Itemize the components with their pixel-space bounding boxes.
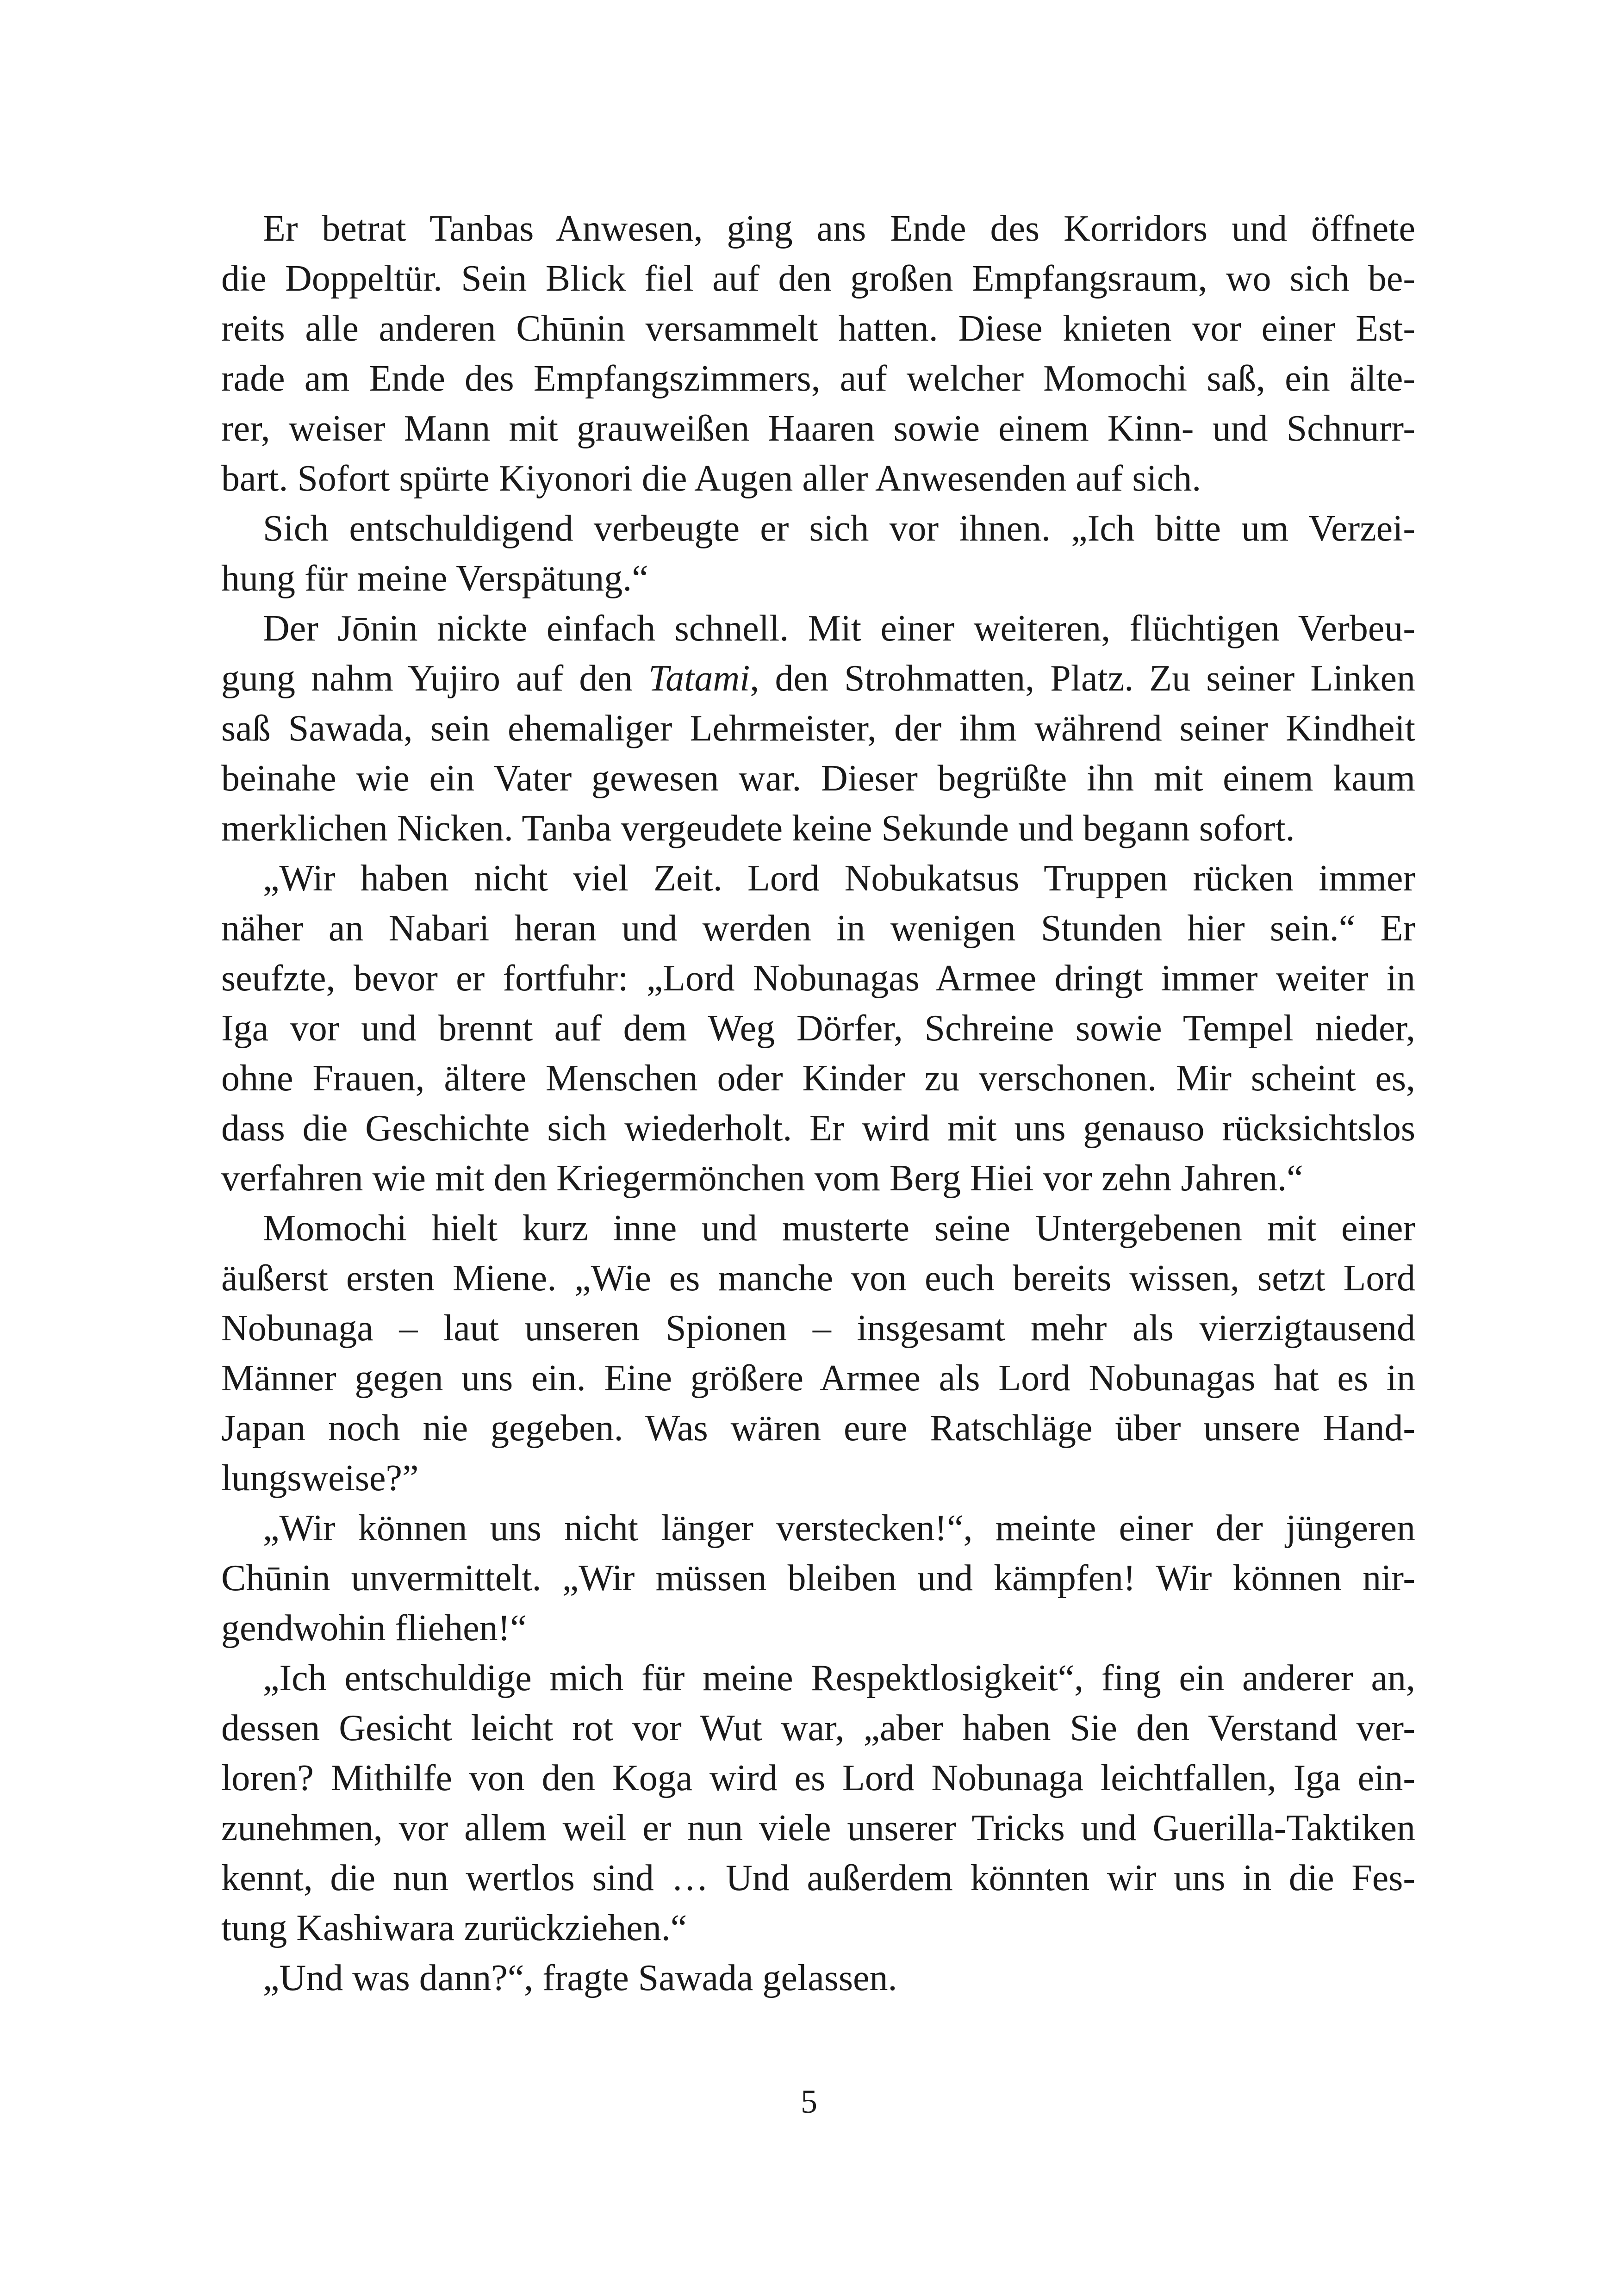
text-line: hung für meine Verspätung.“ [221, 558, 648, 599]
text-line: dessen Gesicht leicht rot vor Wut war, „aber haben Sie den Verstand ver- [221, 1708, 1415, 1748]
text-line: rer, weiser Mann mit grauweißen Haaren sowie einem Kinn- und Schnurr- [221, 408, 1415, 449]
text-line: gendwohin fliehen!“ [221, 1608, 527, 1649]
text-line: Chūnin unvermittelt. „Wir müssen bleiben und kämpfen! Wir können nir- [221, 1558, 1415, 1599]
text-line: zunehmen, vor allem weil er nun viele unserer Tricks und Guerilla-Taktiken [221, 1808, 1415, 1848]
text-line: äußerst ersten Miene. „Wie es manche von euch bereits wissen, setzt Lord [221, 1258, 1415, 1299]
page-number: 5 [801, 2083, 817, 2120]
text-line: tung Kashiwara zurückziehen.“ [221, 1908, 687, 1948]
text-line: „Ich entschuldige mich für meine Respektlosigkeit“, fing ein anderer an, [263, 1658, 1415, 1699]
text-line: Iga vor und brennt auf dem Weg Dörfer, Schreine sowie Tempel nieder, [221, 1008, 1415, 1049]
text-line: lungsweise?” [221, 1458, 419, 1499]
text-line: rade am Ende des Empfangszimmers, auf welcher Momochi saß, ein älte- [221, 358, 1415, 399]
text-line: kennt, die nun wertlos sind … Und außerdem könnten wir uns in die Fes- [221, 1858, 1415, 1898]
text-line: „Und was dann?“, fragte Sawada gelassen. [263, 1958, 897, 1998]
text-line: dass die Geschichte sich wiederholt. Er wird mit uns genauso rücksichtslos [221, 1108, 1415, 1149]
text-line: „Wir haben nicht viel Zeit. Lord Nobukatsus Truppen rücken immer [263, 858, 1415, 899]
text-line: Japan noch nie gegeben. Was wären eure Ratschläge über unsere Hand- [221, 1408, 1415, 1449]
text-line: saß Sawada, sein ehemaliger Lehrmeister, der ihm während seiner Kindheit [221, 708, 1415, 749]
text-line: Momochi hielt kurz inne und musterte seine Untergebenen mit einer [263, 1208, 1415, 1249]
text-line: verfahren wie mit den Kriegermönchen vom Berg Hiei vor zehn Jahren.“ [221, 1158, 1303, 1199]
text-line: näher an Nabari heran und werden in wenigen Stunden hier sein.“ Er [221, 908, 1415, 949]
text-line: beinahe wie ein Vater gewesen war. Dieser begrüßte ihn mit einem kaum [221, 758, 1415, 799]
text-line: Sich entschuldigend verbeugte er sich vor ihnen. „Ich bitte um Verzei- [263, 508, 1415, 549]
text-line: gung nahm Yujiro auf den Tatami, den Strohmatten, Platz. Zu seiner Linken [221, 658, 1415, 699]
text-line: Er betrat Tanbas Anwesen, ging ans Ende des Korridors und öffnete [263, 208, 1415, 249]
text-line: „Wir können uns nicht länger verstecken!“, meinte einer der jüngeren [263, 1508, 1415, 1549]
text-line: Der Jōnin nickte einfach schnell. Mit einer weiteren, flüchtigen Verbeu- [263, 608, 1415, 649]
italic-term: Tatami [648, 658, 750, 699]
body-text [221, 204, 1415, 2003]
text-line: ohne Frauen, ältere Menschen oder Kinder zu verschonen. Mir scheint es, [221, 1058, 1415, 1099]
text-line: Nobunaga – laut unseren Spionen – insgesamt mehr als vierzigtausend [221, 1308, 1415, 1349]
text-line: loren? Mithilfe von den Koga wird es Lord Nobunaga leichtfallen, Iga ein- [221, 1758, 1415, 1798]
text-line: die Doppeltür. Sein Blick fiel auf den großen Empfangsraum, wo sich be- [221, 258, 1415, 299]
text-line: bart. Sofort spürte Kiyonori die Augen aller Anwesenden auf sich. [221, 458, 1201, 499]
text-line: reits alle anderen Chūnin versammelt hatten. Diese knieten vor einer Est- [221, 308, 1415, 349]
text-line: Männer gegen uns ein. Eine größere Armee als Lord Nobunagas hat es in [221, 1358, 1415, 1399]
text-line: seufzte, bevor er fortfuhr: „Lord Nobunagas Armee dringt immer weiter in [221, 958, 1415, 999]
text-line: merklichen Nicken. Tanba vergeudete keine Sekunde und begann sofort. [221, 808, 1295, 849]
